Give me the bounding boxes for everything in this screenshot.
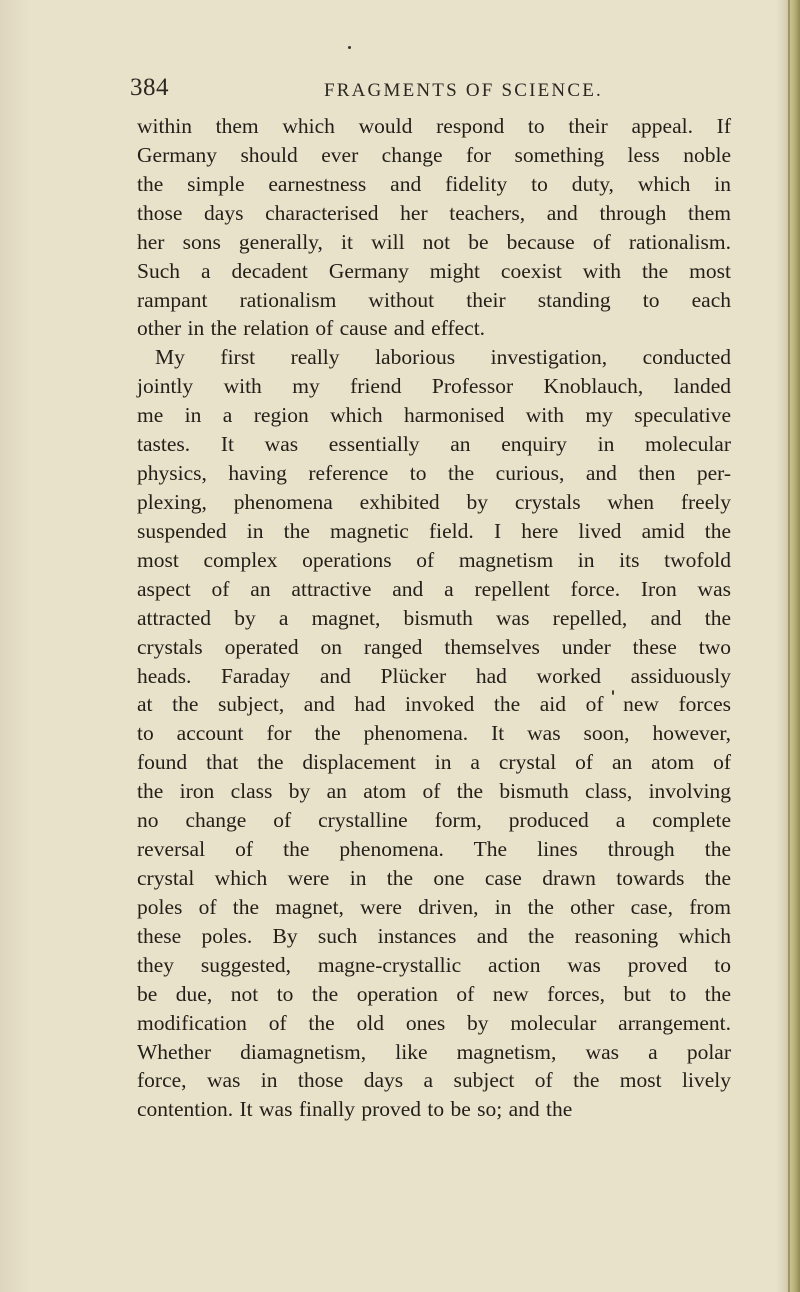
text-line: heads. Faraday and Plücker had worked assiduously	[137, 663, 731, 688]
text-line: to account for the phenomena. It was soon, however,	[137, 721, 731, 746]
text-line: at the subject, and had invoked the aid of new forces	[137, 692, 731, 717]
text-line: me in a region which harmonised with my speculative	[137, 403, 731, 428]
text-line: be due, not to the operation of new forces, but to the	[137, 981, 731, 1006]
text-line: Whether diamagnetism, like magnetism, was a polar	[137, 1039, 731, 1064]
text-line: rampant rationalism without their standing to each	[137, 287, 731, 312]
text-line: jointly with my friend Professor Knoblauch, landed	[137, 374, 731, 399]
text-line: poles of the magnet, were driven, in the other case, from	[137, 894, 731, 919]
text-line: Such a decadent Germany might coexist with the most	[137, 258, 731, 283]
text-line: attracted by a magnet, bismuth was repelled, and the	[137, 605, 731, 630]
text-line: modification of the old ones by molecular arrangement.	[137, 1010, 731, 1035]
text-line: within them which would respond to their appeal. If	[137, 114, 731, 138]
text-line: crystal which were in the one case drawn towards the	[137, 865, 731, 890]
text-line: My first really laborious investigation, conducted	[155, 345, 731, 370]
running-head: FRAGMENTS OF SCIENCE.	[324, 80, 603, 101]
page-header	[130, 74, 750, 104]
text-line: found that the displacement in a crystal of an atom of	[137, 750, 731, 775]
text-line: contention. It was finally proved to be so; and the	[137, 1097, 573, 1122]
text-line: no change of crystalline form, produced a complete	[137, 808, 731, 833]
text-line: physics, having reference to the curious, and then per-	[137, 461, 731, 486]
text-line: tastes. It was essentially an enquiry in molecular	[137, 432, 731, 457]
text-line: suspended in the magnetic field. I here lived amid the	[137, 518, 731, 543]
text-line: the iron class by an atom of the bismuth class, involving	[137, 779, 731, 804]
text-line: Germany should ever change for something less noble	[137, 142, 731, 167]
text-line: aspect of an attractive and a repellent force. Iron was	[137, 576, 731, 601]
text-line: her sons generally, it will not be because of rationalism.	[137, 229, 731, 254]
page-edge-line	[788, 0, 790, 1292]
text-line: plexing, phenomena exhibited by crystals when freely	[137, 489, 731, 514]
text-line: other in the relation of cause and effect.	[137, 316, 486, 341]
text-line: crystals operated on ranged themselves under these two	[137, 634, 731, 659]
text-line: these poles. By such instances and the reasoning which	[137, 923, 731, 948]
text-line: they suggested, magne-crystallic action was proved to	[137, 952, 731, 977]
page-number: 384	[130, 74, 169, 101]
text-line: most complex operations of magnetism in its twofold	[137, 547, 731, 572]
paper-speck	[348, 46, 351, 49]
text-line: force, was in those days a subject of the most lively	[137, 1068, 731, 1093]
text-line: the simple earnestness and fidelity to duty, which in	[137, 171, 731, 196]
body-text	[137, 112, 731, 1124]
text-line: those days characterised her teachers, and through them	[137, 200, 731, 225]
text-line: reversal of the phenomena. The lines through the	[137, 837, 731, 862]
